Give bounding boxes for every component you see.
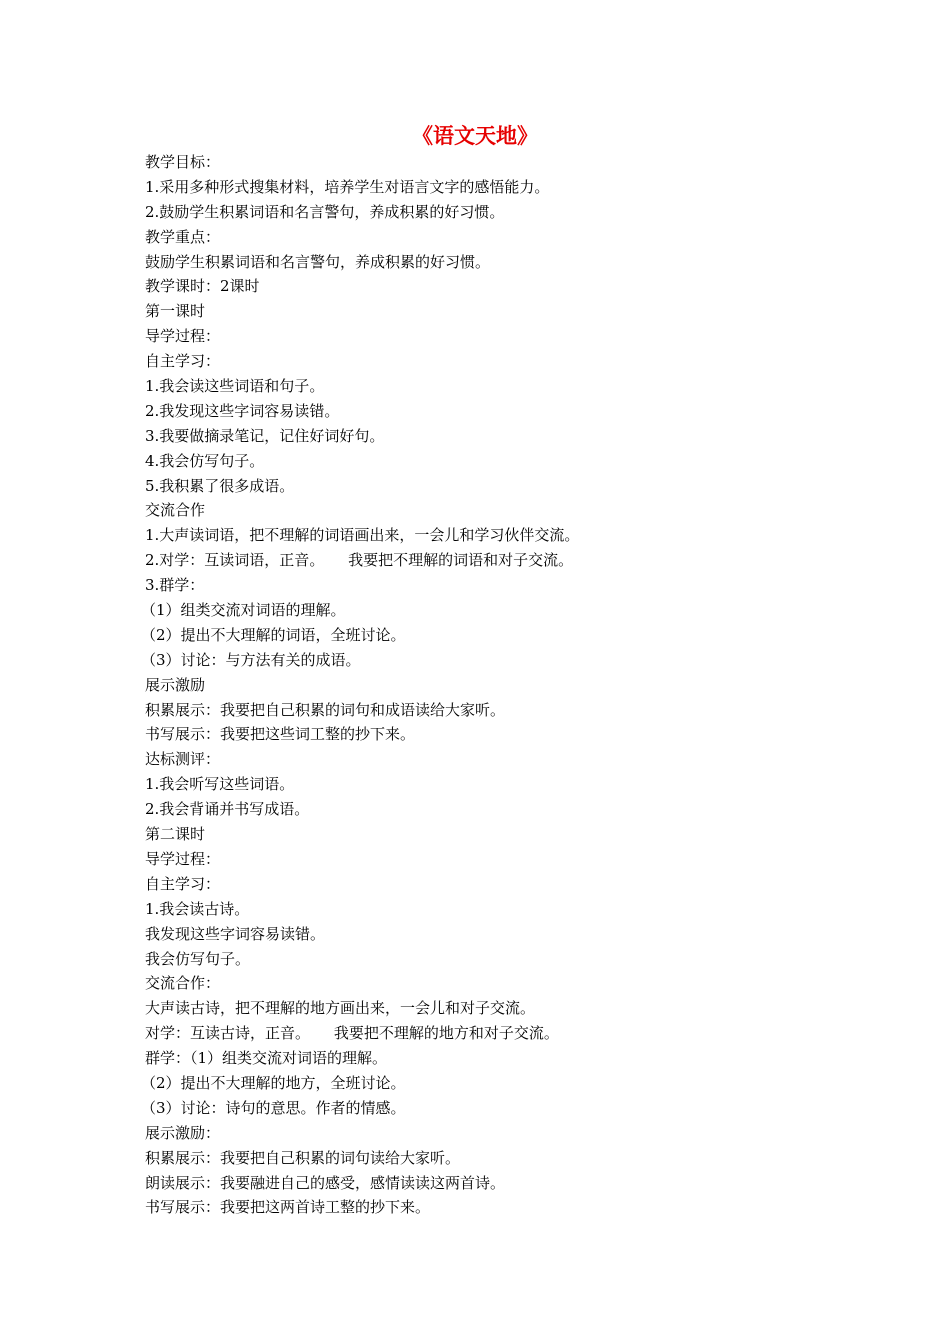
text-line: 积累展示：我要把自己积累的词句和成语读给大家听。 bbox=[145, 700, 506, 719]
text-line: 导学过程： bbox=[145, 849, 221, 868]
text-line: 大声读古诗，把不理解的地方画出来，一会儿和对子交流。 bbox=[145, 999, 536, 1018]
text-line: 3.我要做摘录笔记，记住好词好句。 bbox=[145, 426, 385, 445]
document-body bbox=[141, 150, 845, 1220]
text-line: 书写展示：我要把这两首诗工整的抄下来。 bbox=[145, 1198, 431, 1217]
text-line: （2）提出不大理解的词语，全班讨论。 bbox=[141, 625, 406, 644]
text-line: 鼓励学生积累词语和名言警句，养成积累的好习惯。 bbox=[145, 252, 491, 271]
text-line: 1.大声读词语，把不理解的词语画出来，一会儿和学习伙伴交流。 bbox=[145, 526, 580, 545]
text-line: 交流合作 bbox=[145, 501, 206, 520]
text-line: 1.采用多种形式搜集材料，培养学生对语言文字的感悟能力。 bbox=[145, 177, 550, 196]
text-line: （3）讨论：诗句的意思。作者的情感。 bbox=[141, 1098, 406, 1117]
text-line: 达标测评： bbox=[145, 750, 221, 769]
text-line: 教学目标： bbox=[145, 153, 221, 171]
text-line: 2.我发现这些字词容易读错。 bbox=[145, 401, 340, 420]
text-line: 我发现这些字词容易读错。 bbox=[145, 924, 326, 943]
text-line: （2）提出不大理解的地方，全班讨论。 bbox=[141, 1073, 406, 1092]
text-line: 对学：互读古诗，正音。 我要把不理解的地方和对子交流。 bbox=[145, 1024, 559, 1043]
text-line: 朗读展示：我要融进自己的感受，感情读读这两首诗。 bbox=[145, 1173, 506, 1192]
text-line: 积累展示：我要把自己积累的词句读给大家听。 bbox=[145, 1148, 461, 1167]
document-title: 《语文天地》 bbox=[412, 123, 538, 148]
text-line: 2.对学：互读词语，正音。 我要把不理解的词语和对子交流。 bbox=[145, 551, 574, 570]
text-line: 5.我积累了很多成语。 bbox=[145, 476, 295, 495]
text-line: 1.我会读古诗。 bbox=[145, 899, 250, 918]
text-line: 自主学习： bbox=[145, 352, 221, 371]
text-line: 我会仿写句子。 bbox=[145, 949, 251, 968]
text-line: 4.我会仿写句子。 bbox=[145, 451, 265, 470]
text-line: 交流合作： bbox=[145, 974, 221, 993]
text-line: 展示激励： bbox=[145, 1123, 221, 1142]
text-line: 3.群学： bbox=[145, 576, 205, 595]
text-line: 自主学习： bbox=[145, 874, 221, 893]
text-line: 1.我会读这些词语和句子。 bbox=[145, 377, 325, 396]
text-line: 2.鼓励学生积累词语和名言警句，养成积累的好习惯。 bbox=[145, 202, 505, 221]
text-line: （1）组类交流对词语的理解。 bbox=[141, 601, 346, 620]
text-line: 展示激励 bbox=[145, 675, 206, 694]
text-line: 书写展示：我要把这些词工整的抄下来。 bbox=[145, 725, 416, 744]
text-line: 2.我会背诵并书写成语。 bbox=[145, 800, 310, 819]
text-line: （3）讨论：与方法有关的成语。 bbox=[141, 650, 361, 669]
text-line: 1.我会听写这些词语。 bbox=[145, 775, 295, 794]
text-line: 第二课时 bbox=[145, 825, 206, 844]
text-line: 群学：（1）组类交流对词语的理解。 bbox=[145, 1049, 388, 1068]
text-line: 教学课时：2课时 bbox=[145, 277, 260, 296]
text-line: 教学重点： bbox=[145, 227, 221, 246]
text-line: 第一课时 bbox=[145, 302, 206, 321]
text-line: 导学过程： bbox=[145, 327, 221, 346]
